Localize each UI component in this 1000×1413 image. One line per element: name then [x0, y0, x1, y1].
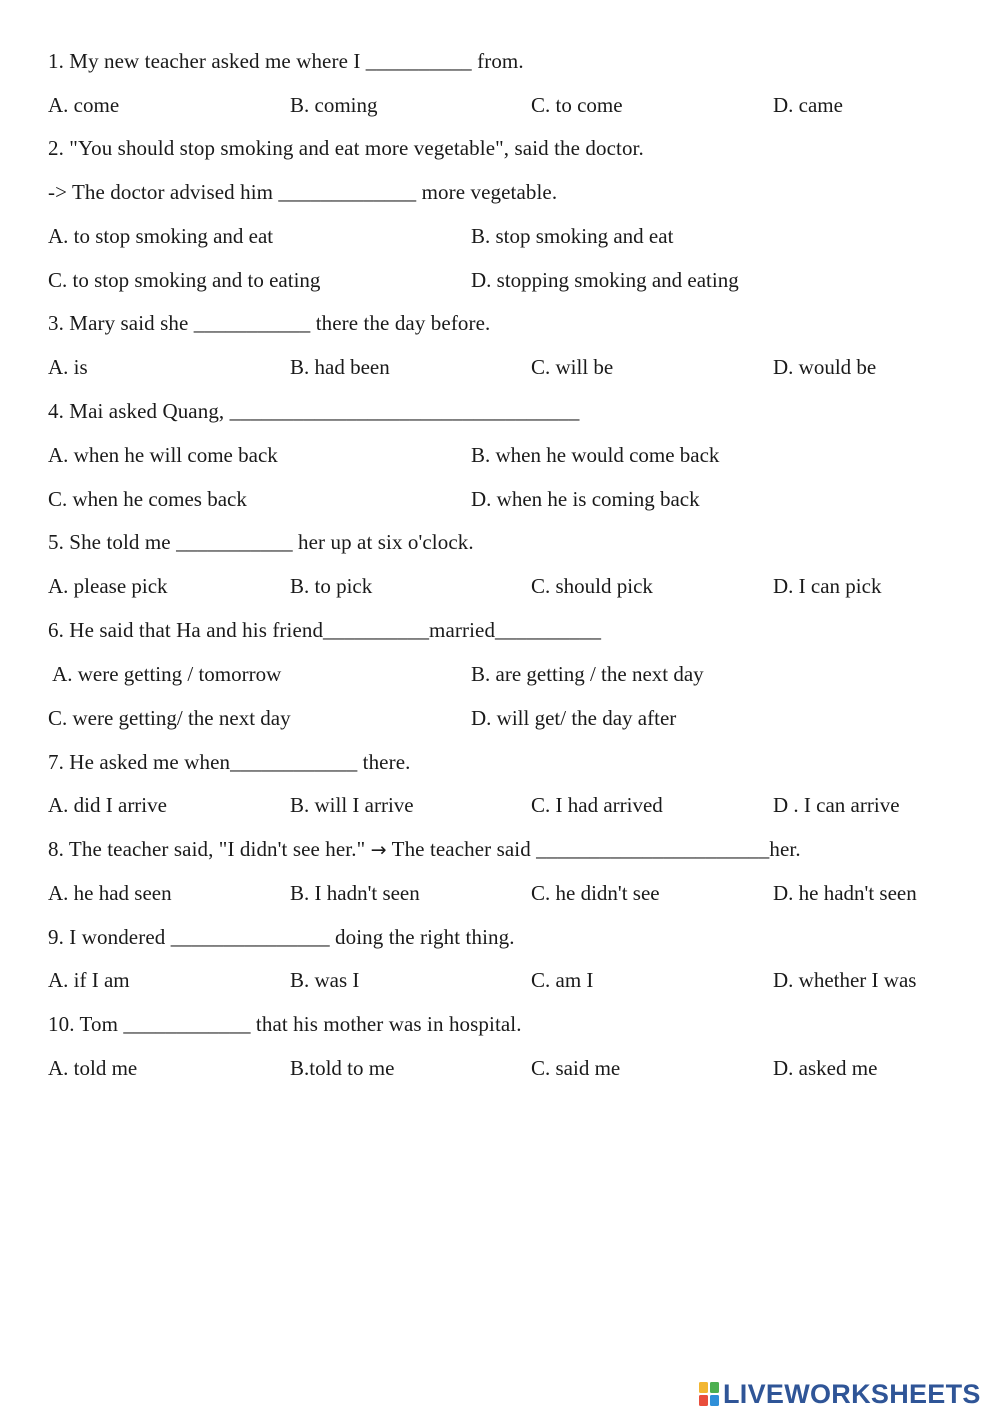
option-2a[interactable]: A. to stop smoking and eat — [48, 224, 274, 248]
question-7: 7. He asked me when____________ there. — [48, 750, 411, 774]
option-10b[interactable]: B.told to me — [290, 1056, 395, 1080]
options-7 — [0, 790, 1000, 820]
arrow-right-icon: → — [370, 839, 387, 861]
option-9d[interactable]: D. whether I was — [773, 968, 917, 992]
option-8c[interactable]: C. he didn't see — [531, 881, 660, 905]
option-4d[interactable]: D. when he is coming back — [471, 487, 700, 511]
options-9 — [0, 965, 1000, 995]
options-6-row1 — [0, 659, 1000, 689]
options-5 — [0, 571, 1000, 601]
options-4-row2 — [0, 484, 1000, 514]
options-10 — [0, 1053, 1000, 1083]
option-10d[interactable]: D. asked me — [773, 1056, 878, 1080]
option-1a[interactable]: A. come — [48, 93, 120, 117]
options-1 — [0, 90, 1000, 120]
question-10: 10. Tom ____________ that his mother was in hospital. — [48, 1012, 522, 1036]
option-8b[interactable]: B. I hadn't seen — [290, 881, 420, 905]
option-6d[interactable]: D. will get/ the day after — [471, 706, 677, 730]
option-3c[interactable]: C. will be — [531, 355, 614, 379]
option-6c[interactable]: C. were getting/ the next day — [48, 706, 291, 730]
option-2b[interactable]: B. stop smoking and eat — [471, 224, 674, 248]
option-9c[interactable]: C. am I — [531, 968, 594, 992]
question-2-transform: -> The doctor advised him _____________ more vegetable. — [48, 180, 558, 204]
option-7d[interactable]: D . I can arrive — [773, 793, 900, 817]
option-5c[interactable]: C. should pick — [531, 574, 653, 598]
option-9b[interactable]: B. was I — [290, 968, 360, 992]
option-1c[interactable]: C. to come — [531, 93, 623, 117]
option-9a[interactable]: A. if I am — [48, 968, 130, 992]
option-10a[interactable]: A. told me — [48, 1056, 138, 1080]
options-4-row1 — [0, 440, 1000, 470]
option-5d[interactable]: D. I can pick — [773, 574, 882, 598]
option-2c[interactable]: C. to stop smoking and to eating — [48, 268, 321, 292]
option-7b[interactable]: B. will I arrive — [290, 793, 414, 817]
option-1d[interactable]: D. came — [773, 93, 843, 117]
liveworksheets-logo-icon — [698, 1381, 720, 1407]
options-2-row2 — [0, 265, 1000, 295]
option-8d[interactable]: D. he hadn't seen — [773, 881, 917, 905]
option-4c[interactable]: C. when he comes back — [48, 487, 247, 511]
options-8 — [0, 878, 1000, 908]
option-2d[interactable]: D. stopping smoking and eating — [471, 268, 739, 292]
options-6-row2 — [0, 703, 1000, 733]
option-7a[interactable]: A. did I arrive — [48, 793, 167, 817]
question-1: 1. My new teacher asked me where I __________ from. — [48, 49, 524, 73]
option-3d[interactable]: D. would be — [773, 355, 877, 379]
question-8 — [48, 834, 801, 864]
question-5: 5. She told me ___________ her up at six o'clock. — [48, 530, 474, 554]
option-3b[interactable]: B. had been — [290, 355, 390, 379]
question-2: 2. "You should stop smoking and eat more vegetable", said the doctor. — [48, 136, 644, 160]
option-3a[interactable]: A. is — [48, 355, 88, 379]
question-9: 9. I wondered _______________ doing the right thing. — [48, 925, 515, 949]
option-4a[interactable]: A. when he will come back — [48, 443, 278, 467]
option-7c[interactable]: C. I had arrived — [531, 793, 663, 817]
option-5b[interactable]: B. to pick — [290, 574, 373, 598]
option-8a[interactable]: A. he had seen — [48, 881, 172, 905]
question-8-transform: The teacher said ______________________her. — [386, 837, 801, 861]
question-6: 6. He said that Ha and his friend__________married__________ — [48, 618, 602, 642]
option-10c[interactable]: C. said me — [531, 1056, 621, 1080]
option-6b[interactable]: B. are getting / the next day — [471, 662, 704, 686]
question-8-prompt: 8. The teacher said, "I didn't see her." — [48, 837, 366, 861]
question-4: 4. Mai asked Quang, _________________________________ — [48, 399, 580, 423]
option-6a[interactable]: A. were getting / tomorrow — [48, 662, 282, 686]
options-2-row1 — [0, 221, 1000, 251]
option-4b[interactable]: B. when he would come back — [471, 443, 720, 467]
liveworksheets-brand[interactable] — [698, 1377, 981, 1411]
brand-name: LIVEWORKSHEETS — [723, 1378, 981, 1409]
option-5a[interactable]: A. please pick — [48, 574, 168, 598]
options-3 — [0, 352, 1000, 382]
question-3: 3. Mary said she ___________ there the day before. — [48, 311, 491, 335]
option-1b[interactable]: B. coming — [290, 93, 378, 117]
